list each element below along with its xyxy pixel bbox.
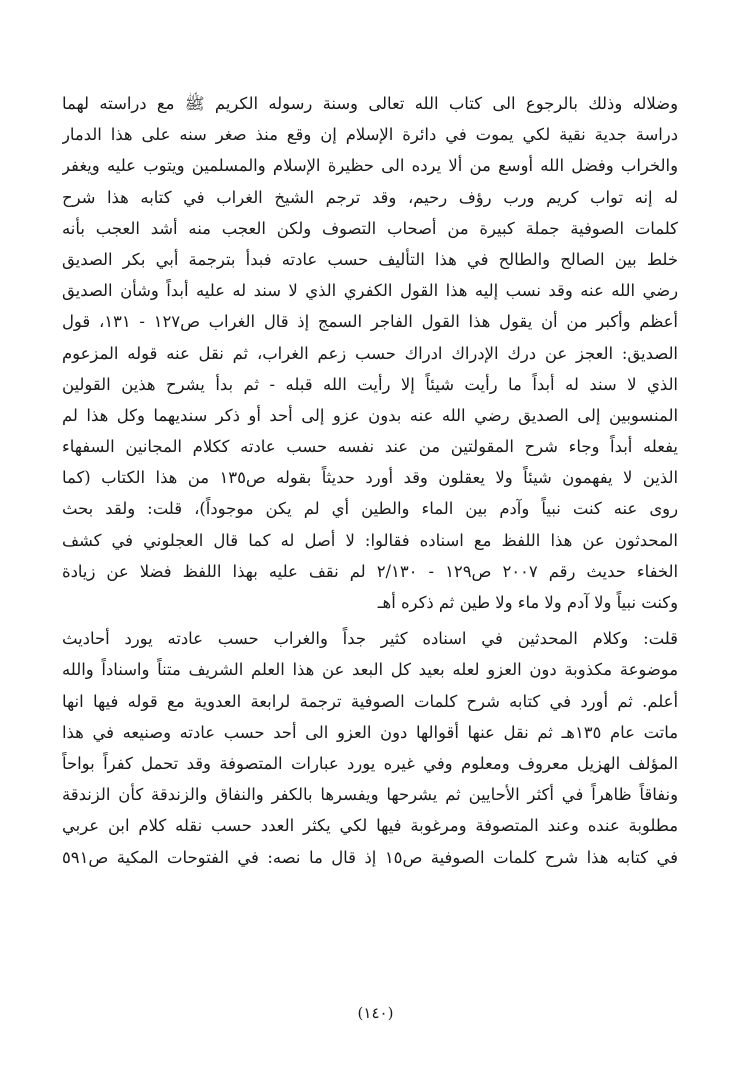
text-line: وضلاله وذلك بالرجوع الى كتاب الله تعالى وسنة رسوله الكريم ﷺ مع دراسته لهما — [62, 94, 678, 113]
text-line: المحدثون عن هذا اللفظ مع اسناده فقالوا: لا أصل له كما قال العجلوني في كشف — [62, 530, 678, 550]
text-line: الخفاء حديث رقم ٢٠٠٧ ص١٢٩ - ٢/١٣٠ لم نقف عليه بهذا اللفظ فضلا عن زيادة — [62, 561, 678, 581]
text-line: دراسة جدية نقية لكي يموت في دائرة الإسلام إن وقع منذ صغر سنه على هذا الدمار — [62, 125, 678, 145]
text-line: أعلم. ثم أورد في كتابه شرح كلمات الصوفية ترجمة لرابعة العدوية مع قوله فيها انها — [62, 691, 678, 711]
text-line: المنسوبين إلى الصديق رضي الله عنه بدون عزو إلى أحد أو ذكر سنديهما وكل هذا لم — [62, 405, 678, 425]
text-line: الصديق: العجز عن درك الإدراك ادراك حسب زعم الغراب، ثم نقل عنه قوله المزعوم — [62, 343, 678, 363]
body-text — [62, 88, 678, 873]
text-line: له إنه تواب كريم ورب رؤف رحيم، وقد ترجم الشيخ الغراب في كتابه هذا شرح — [62, 187, 678, 207]
text-line: الذي لا سند له أبداً ما رأيت شيئاً إلا رأيت الله قبله - ثم بدأ يشرح هذين القولين — [62, 374, 678, 394]
text-line: يفعله أبداً وجاء شرح المقولتين من عند نفسه حسب عادته ككلام المجانين السفهاء — [62, 437, 678, 457]
text-line: المؤلف الهزيل معروف ومعلوم وفي غيره يورد عبارات المتصوفة وقد تحمل كفراً بواحاً — [62, 753, 678, 773]
text-line: في كتابه هذا شرح كلمات الصوفية ص١٥ إذ قال ما نصه: في الفتوحات المكية ص٥٩١ — [62, 847, 678, 867]
text-line: ونفاقاً ظاهراً في أكثر الأحايين ثم يشرحها ويفسرها بالكفر والنفاق والزندقة كأن الزندقة — [62, 785, 678, 805]
text-line: مطلوبة عنده وعند المتصوفة ومرغوبة فيها لكي يكثر العدد حسب نقله كلام ابن عربي — [62, 816, 678, 836]
text-line: والخراب وفضل الله أوسع من ألا يرده الى حظيرة الإسلام والمسلمين ويتوب عليه ويغفر — [62, 156, 678, 176]
text-line: قلت: وكلام المحدثين في اسناده كثير جداً والغراب حسب عادته يورد أحاديث — [62, 629, 678, 649]
text-line: الذين لا يفهمون شيئاً ولا يعقلون وقد أورد حديثاً بقوله ص١٣٥ من هذا الكتاب (كما — [62, 468, 678, 488]
text-line: كلمات الصوفية جملة كبيرة من أصحاب التصوف ولكن العجب منه أشد العجب بأنه — [62, 218, 678, 238]
text-line: وكنت نبياً ولا آدم ولا ماء ولا طين ثم ذكره أهـ — [377, 593, 678, 612]
page-number: (١٤٠) — [357, 1004, 394, 1022]
text-line: روى عنه كنت نبياً وآدم بين الماء والطين أي لم يكن موجوداً)، قلت: ولقد بحث — [62, 499, 678, 519]
text-line: ماتت عام ١٣٥هـ ثم نقل عنها أقوالها دون العزو الى أحد حسب عادته وصنيعه في هذا — [62, 722, 678, 742]
text-line: موضوعة مكذوبة دون العزو لعله بعيد كل البعد عن هذا العلم الشريف متناً واسناداً والله — [62, 660, 678, 680]
text-line: أعظم وأكبر من أن يقول هذا القول الفاجر السمج إذ قال الغراب ص١٢٧ - ١٣١، قول — [62, 312, 678, 332]
text-line: خلط بين الصالح والطالح في هذا التأليف حسب عادته فبدأ بترجمة أبي بكر الصديق — [62, 249, 678, 269]
text-line: رضي الله عنه وقد نسب إليه هذا القول الكفري الذي لا سند له عليه أبداً وشأن الصديق — [62, 281, 678, 301]
